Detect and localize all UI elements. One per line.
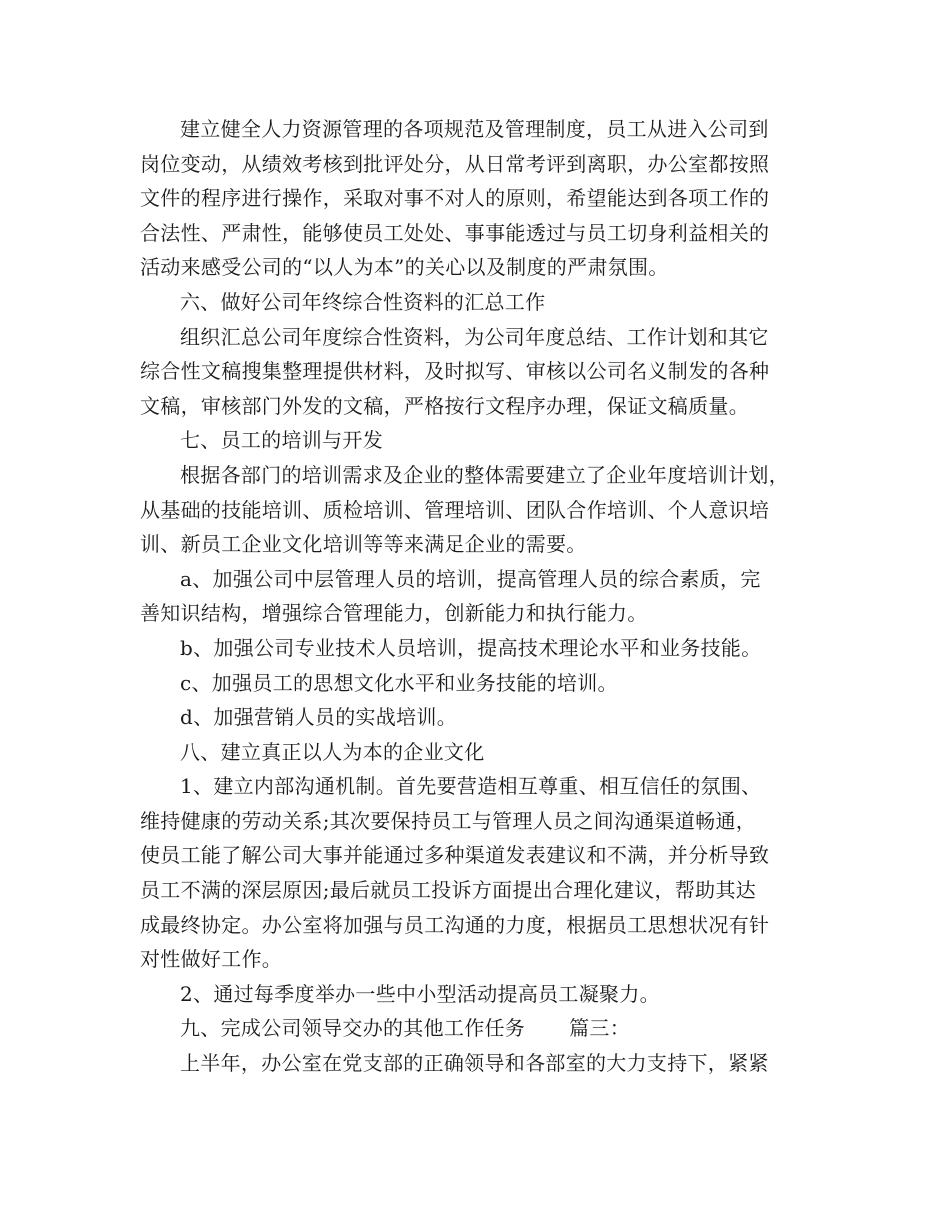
text-line: 活动来感受公司的“以人为本”的关心以及制度的严肃氛围。 (140, 255, 669, 280)
text-line: 使员工能了解公司大事并能通过多种渠道发表建议和不满，并分析导致 (140, 843, 770, 868)
list-item-a (140, 562, 820, 631)
paragraph-training-plan (140, 458, 820, 562)
text-line: 1、建立内部沟通机制。首先要营造相互尊重、相互信任的氛围、 (180, 774, 762, 799)
list-item-c (140, 666, 820, 701)
list-item-1 (140, 769, 820, 977)
text-line: c、加强员工的思想文化水平和业务技能的培训。 (180, 670, 618, 695)
text-line: 员工不满的深层原因;最后就员工投诉方面提出合理化建议，帮助其达 (140, 878, 757, 903)
text-line: 2、通过每季度举办一些中小型活动提高员工凝聚力。 (180, 981, 660, 1006)
document-body (140, 112, 820, 1081)
paragraph-annual-summary (140, 320, 820, 424)
text-line: 从基础的技能培训、质检培训、管理培训、团队合作培训、个人意识培 (140, 497, 770, 522)
heading-line (140, 1011, 820, 1046)
text-line: 岗位变动，从绩效考核到批评处分，从日常考评到离职，办公室都按照 (140, 151, 770, 176)
text-line: 合法性、严肃性，能够使员工处处、事事能透过与员工切身利益相关的 (140, 220, 770, 245)
heading-text: 八、建立真正以人为本的企业文化 (180, 739, 485, 764)
list-item-2 (140, 977, 820, 1012)
text-line: 维持健康的劳动关系;其次要保持员工与管理人员之间沟通渠道畅通， (140, 808, 757, 833)
section-heading-7 (140, 423, 820, 458)
text-line: 根据各部门的培训需求及企业的整体需要建立了企业年度培训计划， (180, 462, 789, 487)
text-line: 综合性文稿搜集整理提供材料，及时拟写、审核以公司名义制发的各种 (140, 359, 770, 384)
section-heading-9 (140, 1011, 820, 1046)
section-heading-8 (140, 735, 820, 770)
text-line: b、加强公司专业技术人员培训，提高技术理论水平和业务技能。 (180, 635, 762, 660)
text-line: 组织汇总公司年度综合性资料，为公司年度总结、工作计划和其它 (180, 324, 769, 349)
text-line: a、加强公司中层管理人员的培训，提高管理人员的综合素质，完 (180, 566, 761, 591)
heading-text: 九、完成公司领导交办的其他工作任务 (180, 1016, 526, 1041)
text-line: 对性做好工作。 (140, 947, 283, 972)
text-line: 善知识结构，增强综合管理能力，创新能力和执行能力。 (140, 601, 648, 626)
text-line: 建立健全人力资源管理的各项规范及管理制度，员工从进入公司到 (180, 117, 769, 141)
list-item-d (140, 700, 820, 735)
heading-text: 七、员工的培训与开发 (180, 428, 383, 453)
text-line: 上半年，办公室在党支部的正确领导和各部室的大力支持下，紧紧 (180, 1051, 769, 1076)
text-line: 成最终协定。办公室将加强与员工沟通的力度，根据员工思想状况有针 (140, 912, 770, 937)
part-label: 篇三： (569, 1016, 631, 1041)
text-line: 文件的程序进行操作，采取对事不对人的原则，希望能达到各项工作的 (140, 186, 770, 211)
paragraph-hr-management (140, 112, 820, 285)
paragraph-part-three-intro (140, 1046, 820, 1081)
section-heading-6 (140, 285, 820, 320)
text-line: d、加强营销人员的实战培训。 (180, 705, 458, 730)
list-item-b (140, 631, 820, 666)
text-line: 文稿，审核部门外发的文稿，严格按行文程序办理，保证文稿质量。 (140, 393, 749, 418)
heading-text: 六、做好公司年终综合性资料的汇总工作 (180, 289, 546, 314)
text-line: 训、新员工企业文化培训等等来满足企业的需要。 (140, 532, 587, 557)
